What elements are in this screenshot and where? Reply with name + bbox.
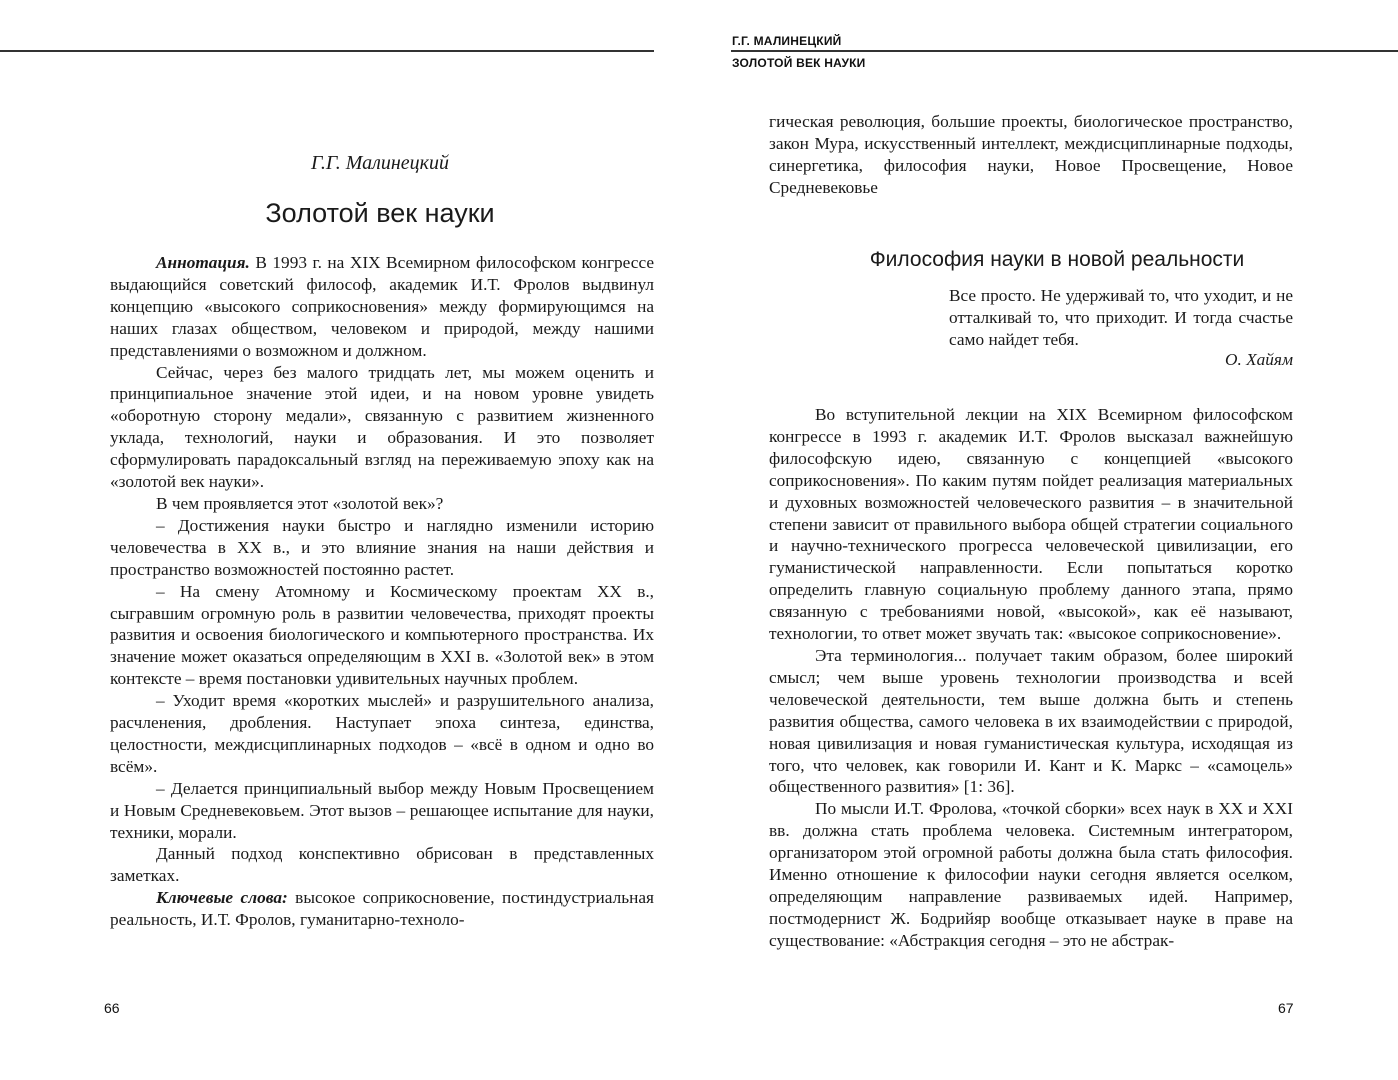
epigraph-text: Все просто. Не удерживай то, что уходит, и не отталкивай то, что приходит. И тогда счастье само найдет тебя. <box>949 286 1293 349</box>
running-head-author: Г.Г. МАЛИНЕЦКИЙ <box>732 34 842 48</box>
left-body-text <box>110 252 654 931</box>
paragraph: В чем проявляется этот «золотой век»? <box>156 493 444 513</box>
list-item: – Делается принципиальный выбор между Новым Просвещением и Новым Средневековьем. Этот вызов – решающее испытание для науки, техники, морали. <box>110 778 654 842</box>
list-item: – Достижения науки быстро и наглядно изменили историю человечества в XX в., и это влияние знания на наши действия и пространство возможностей постоянно растет. <box>110 515 654 579</box>
paragraph: Эта терминология... получает таким образом, более широкий смысл; чем выше уровень технологии производства и всей человеческой деятельности, тем выше должна быть и степень развития общества, самого человека в их взаимодействии с природой, новая цивилизация и новая гуманистическая культура, исходящая из того, что человек, как говорили И. Кант и К. Маркс – «самоцель» общественного развития» [1: 36]. <box>769 645 1293 797</box>
header-rule <box>731 50 1398 52</box>
right-body-text <box>769 404 1293 952</box>
article-title: Золотой век науки <box>265 198 495 228</box>
epigraph-source: О. Хайям <box>1224 350 1293 369</box>
keywords-continued <box>769 111 1293 199</box>
header-rule <box>0 50 654 52</box>
list-item: – На смену Атомному и Космическому проектам XX в., сыгравшим огромную роль в развитии человечества, приходят проекты развития и освоения биологического и компьютерного пространства. Их значение может оказаться определяющим в XXI в. «Золотой век» в этом контексте – время постановки удивительных научных проблем. <box>110 581 654 689</box>
page-number: 67 <box>1278 1000 1294 1016</box>
running-head-title: ЗОЛОТОЙ ВЕК НАУКИ <box>732 56 866 70</box>
paragraph: По мысли И.Т. Фролова, «точкой сборки» всех наук в XX и XXI вв. должна стать проблема человека. Системным интегратором, организатором этой огромной работы должна была стать философия. Именно отношение к философии науки сегодня является оселком, определяющим направление развиваемых идей. Например, постмодернист Ж. Бодрийяр вообще отказывает науке в праве на существование: «Абстракция сегодня – это не абстрак- <box>769 799 1293 950</box>
article-author: Г.Г. Малинецкий <box>311 152 449 174</box>
abstract-paragraph <box>110 252 654 362</box>
abstract-label: Аннотация. <box>156 253 250 272</box>
right-page <box>699 0 1398 1080</box>
paragraph: Сейчас, через без малого тридцать лет, мы можем оценить и принципиальное значение этой идеи, и на новом уровне увидеть «оборотную сторону медали», связанную с развитием жизненного уклада, технологий, науки и образования. И это позволяет сформулировать парадоксальный взгляд на переживаемую эпоху как на «золотой век науки». <box>110 362 654 492</box>
paragraph: Данный подход конспективно обрисован в представленных заметках. <box>110 844 654 886</box>
keywords-continued-text: гическая революция, большие проекты, биологическое пространство, закон Мура, искусственный интеллект, междисциплинарные подходы, синергетика, философия науки, Новое Просвещение, Новое Средневековье <box>769 112 1293 197</box>
keywords-paragraph <box>110 887 654 931</box>
keywords-label: Ключевые слова: <box>156 888 288 908</box>
paragraph: Во вступительной лекции на XIX Всемирном философском конгрессе в 1993 г. академик И.Т. Фролов высказал важнейшую философскую идею, связанную с концепцией «высокого соприкосновения». По каким путям пойдет реализация материальных и духовных возможностей человеческого развития – в значительной степени зависит от правильного выбора общей стратегии социального и научно-технического прогресса человеческой цивилизации, его гуманистической направленности. Если попытаться коротко определить главную социальную проблему данного этапа, прямо связанную с требованиями новой, «высокой», как её называют, технологии, то ответ может звучать так: «высокое соприкосновение». <box>769 405 1293 644</box>
keywords-text: высокое соприкосновение, постиндустриальная реальность, И.Т. Фролов, гуманитарно-техноло- <box>110 888 654 930</box>
list-item: – Уходит время «коротких мыслей» и разрушительного анализа, расчленения, дробления. Наступает эпоха синтеза, единства, целостности, междисциплинарных подходов – «всё в одном и одно во всём». <box>110 691 654 776</box>
page-number: 66 <box>104 1000 120 1016</box>
abstract-text: В 1993 г. на XIX Всемирном философском конгрессе выдающийся советский философ, академик И.Т. Фролов выдвинул концепцию «высокого соприкосновения» между формирующимся на наших глазах обществом, человеком и природой, между нашими представлениями о возможном и должном. <box>110 253 654 360</box>
section-title: Философия науки в новой реальности <box>869 248 1245 271</box>
